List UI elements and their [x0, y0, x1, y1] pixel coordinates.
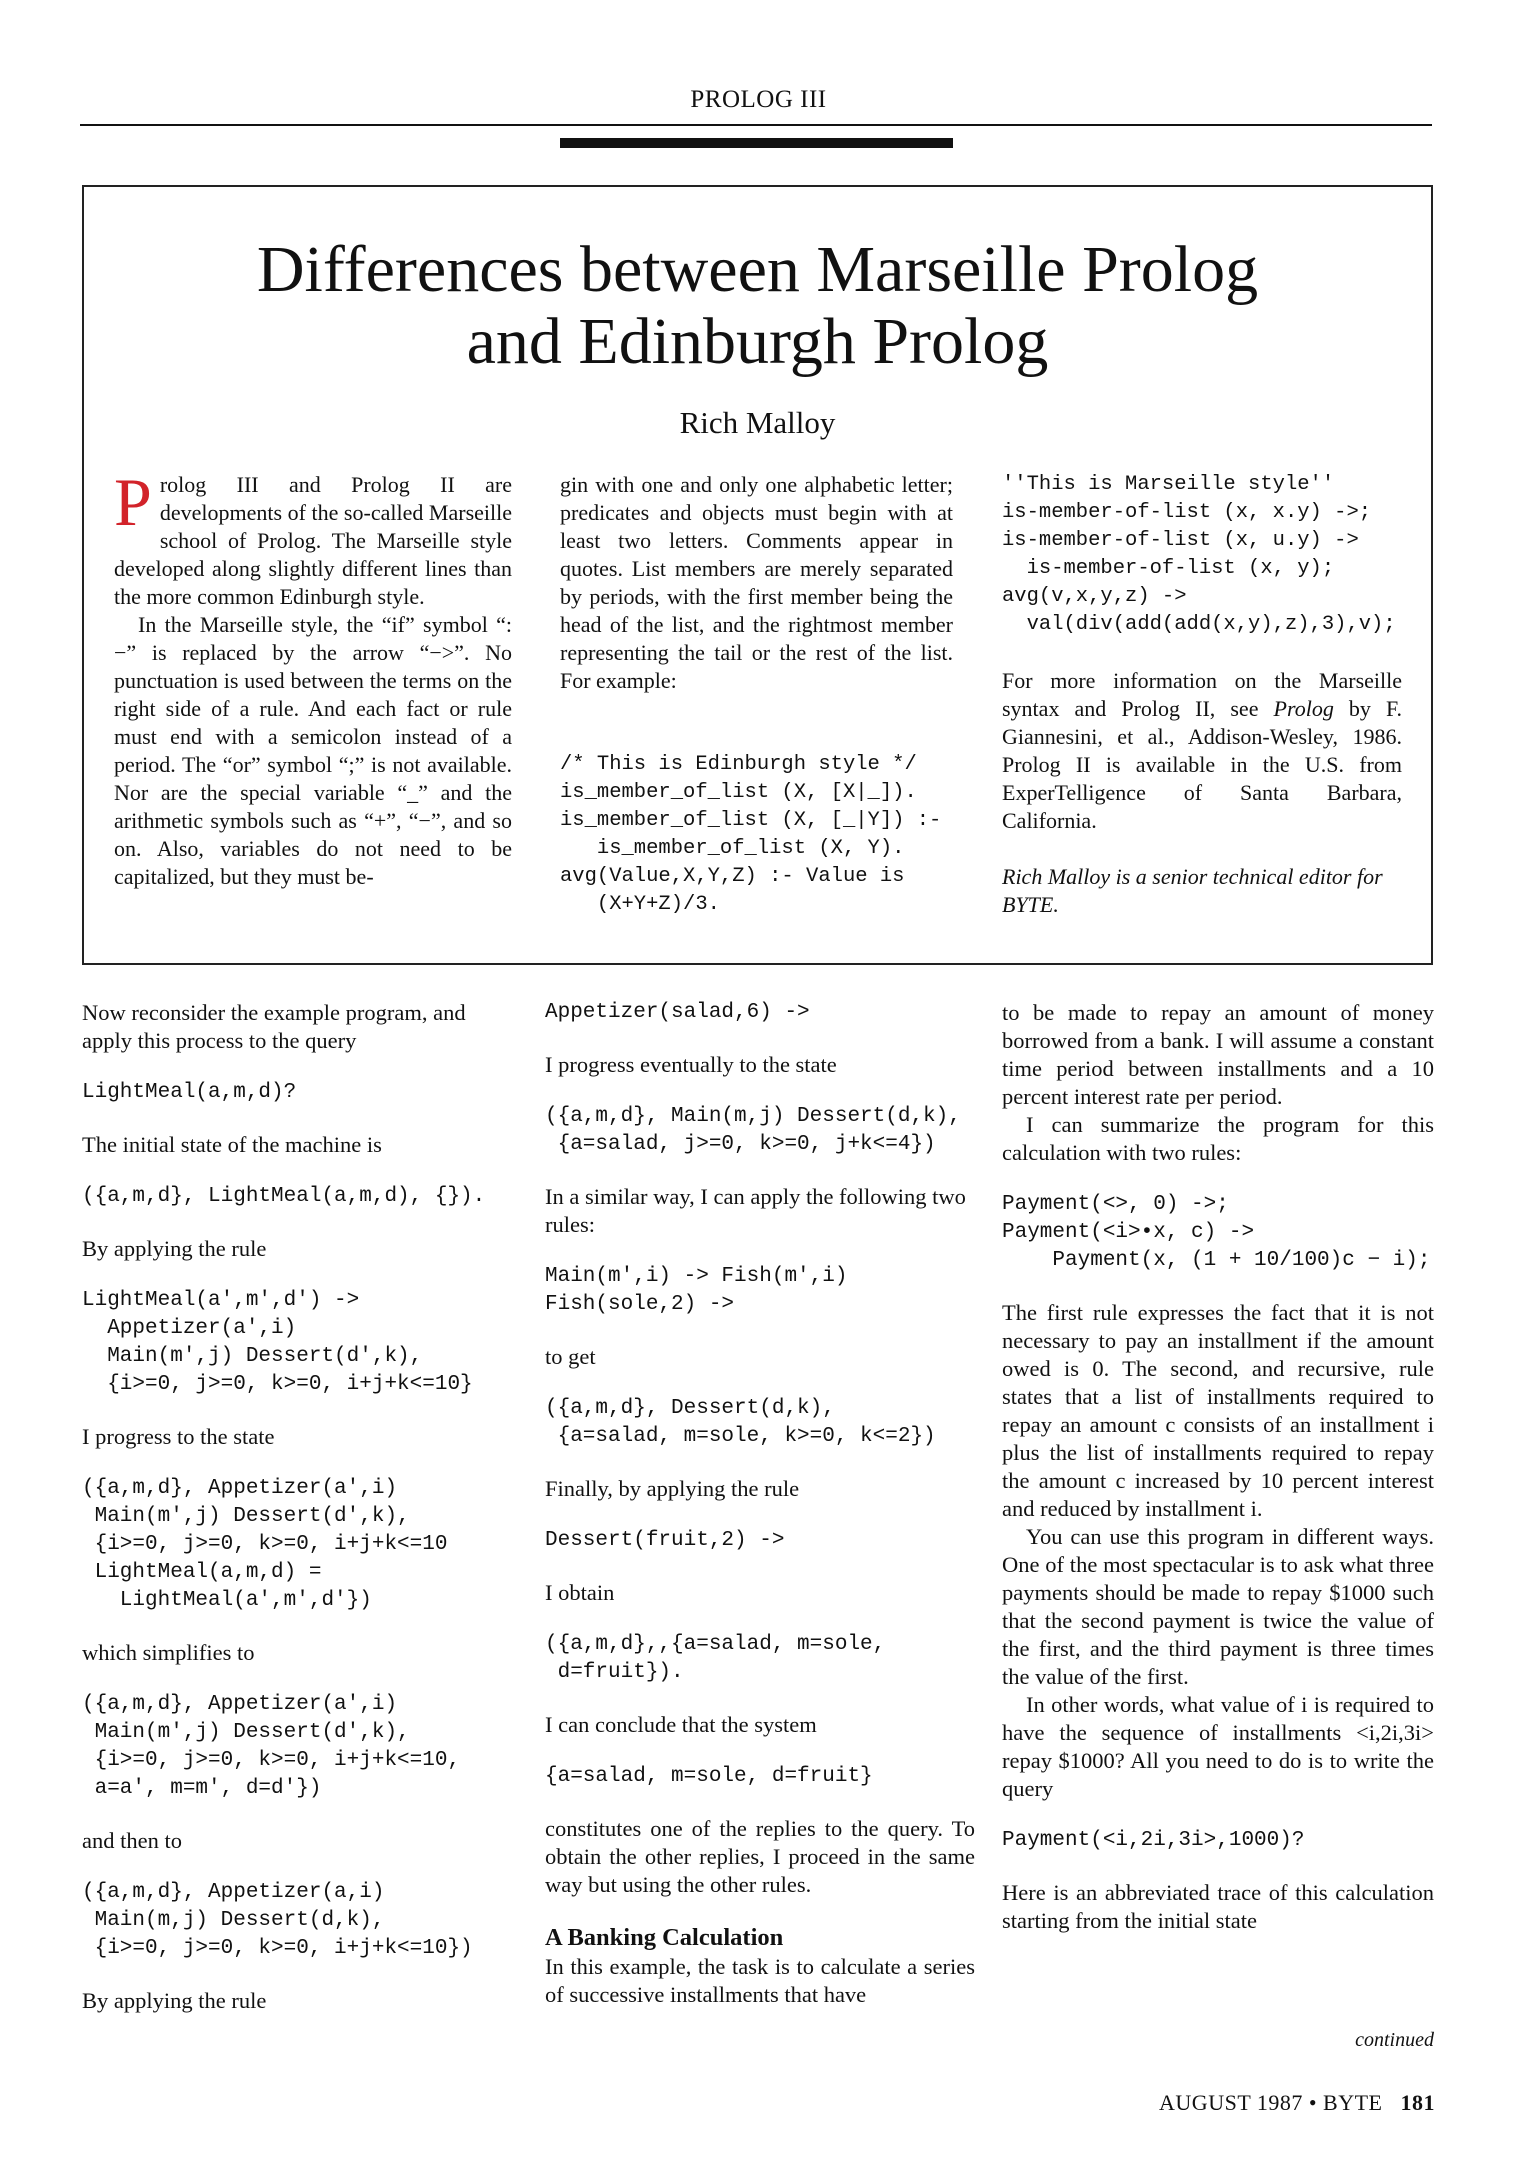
sidebar-title-line2: and Edinburgh Prolog — [466, 305, 1049, 378]
body-paragraph: I obtain — [545, 1580, 615, 1605]
code-query: Payment(<i,2i,3i>,1000)? — [1002, 1829, 1305, 1852]
body-paragraph: Now reconsider the example program, and apply this process to the query — [82, 1000, 466, 1053]
body-paragraph: I progress eventually to the state — [545, 1052, 837, 1077]
body-paragraph: Here is an abbreviated trace of this calculation starting from the initial state — [1002, 1880, 1434, 1933]
page-number: 181 — [1400, 2090, 1435, 2115]
sidebar-paragraph: In the Marseille style, the “if” symbol “:−” is replaced by the arrow “−>”. No punctuation is used between the terms on the right side of a rule. And each fact or rule must end with a semicolon instead of a period. The “or” symbol “;” is not available. Nor are the special variable “_” and the arithmetic symbols such as “+”, “−”, and so on. Also, variables do not need to be capitalized, but they must be- — [114, 612, 512, 889]
running-head: PROLOG III — [690, 86, 827, 113]
body-paragraph: By applying the rule — [82, 1236, 267, 1261]
body-paragraph: You can use this program in different ways. One of the most spectacular is to ask what three payments should be made to repay $1000 such that the second payment is twice the value of the first, and the third payment is three times the value of the first. — [1002, 1524, 1434, 1689]
body-column-3 — [1002, 999, 1434, 1935]
sidebar-paragraph-text: rolog III and Prolog II are developments of the so-called Marseille school of Prolog. The Marseille style developed along slightly different lines than the more common Edinburgh style. — [114, 472, 512, 609]
code-query: LightMeal(a,m,d)? — [82, 1081, 297, 1104]
marseille-code-block: ''This is Marseille style'' is-member-of-list (x, x.y) ->; is-member-of-list (x, u.y) -> is-member-of-list (x, y); avg(v,x,y,z) -> val(div(add(add(x,y),z),3),v); — [1002, 473, 1396, 636]
code-rule: LightMeal(a',m',d') -> Appetizer(a',i) Main(m',j) Dessert(d',k), {i>=0, j>=0, k>=0, i+j+k<=10} — [82, 1289, 473, 1396]
text: by F. Giannesini, et al., Addison-Wesley, 1986. Prolog II is available in the U.S. from ExperTelligence of Santa Barbara, California. — [1002, 696, 1402, 833]
body-paragraph: I progress to the state — [82, 1424, 275, 1449]
body-paragraph: In a similar way, I can apply the following two rules: — [545, 1184, 966, 1237]
sidebar-paragraph: gin with one and only one alphabetic letter; predicates and objects must begin with at least two letters. Comments appear in quotes. List members are merely separated by periods, with the first member being the head of the list, and the rightmost member representing the tail or the rest of the list. For example: — [560, 472, 953, 693]
sidebar-author: Rich Malloy — [679, 405, 836, 440]
body-paragraph: In other words, what value of i is required to have the sequence of installments <i,2i,3i> repay $1000? All you need to do is to write the query — [1002, 1692, 1434, 1801]
body-paragraph: I can conclude that the system — [545, 1712, 817, 1737]
text: For more information on the Marseille syntax and Prolog II, see — [1002, 668, 1402, 721]
body-paragraph: By applying the rule — [82, 1988, 267, 2013]
code-state: ({a,m,d}, Appetizer(a',i) Main(m',j) Dessert(d',k), {i>=0, j>=0, k>=0, i+j+k<=10, a=a', m=m', d=d'}) — [82, 1693, 461, 1800]
code-rules: Payment(<>, 0) ->; Payment(<i>•x, c) -> Payment(x, (1 + 10/100)c − i); — [1002, 1193, 1431, 1272]
drop-cap: P — [114, 464, 152, 540]
code-rule: Main(m',i) -> Fish(m',i) Fish(sole,2) -> — [545, 1265, 848, 1316]
sidebar-column-2 — [560, 471, 953, 919]
body-paragraph: and then to — [82, 1828, 182, 1853]
book-title: Prolog — [1273, 696, 1334, 721]
page-footer — [1159, 2090, 1435, 2116]
sidebar-paragraph — [114, 464, 512, 611]
body-paragraph: to get — [545, 1344, 596, 1369]
code-state: ({a,m,d}, Dessert(d,k), {a=salad, m=sole, k>=0, k<=2}) — [545, 1397, 936, 1448]
code-state: ({a,m,d}, Appetizer(a,i) Main(m,j) Dessert(d,k), {i>=0, j>=0, k>=0, i+j+k<=10}) — [82, 1881, 473, 1960]
body-paragraph: to be made to repay an amount of money borrowed from a bank. I will assume a constant time period between installments and a 10 percent interest rate per period. — [1002, 1000, 1434, 1109]
body-paragraph: Finally, by applying the rule — [545, 1476, 800, 1501]
body-paragraph: which simplifies to — [82, 1640, 255, 1665]
header-rule — [80, 124, 1432, 126]
code-state: ({a,m,d}, LightMeal(a,m,d), {}). — [82, 1185, 486, 1208]
body-paragraph: The first rule expresses the fact that it is not necessary to pay an installment if the amount owed is 0. The second, and recursive, rule states that a list of installments required to repay an amount c consists of an installment i plus the list of installments required to repay the amount c increased by 10 percent interest and reduced by installment i. — [1002, 1300, 1434, 1521]
header-bar — [560, 138, 953, 148]
author-bio: Rich Malloy is a senior technical editor for BYTE. — [1002, 864, 1383, 917]
sidebar-column-1 — [114, 464, 512, 891]
section-heading: A Banking Calculation — [545, 1924, 784, 1951]
body-column-2 — [545, 999, 975, 2009]
code-system: {a=salad, m=sole, d=fruit} — [545, 1765, 873, 1788]
code-state: ({a,m,d},,{a=salad, m=sole, d=fruit}). — [545, 1633, 886, 1684]
sidebar-title-line1: Differences between Marseille Prolog — [256, 233, 1259, 306]
sidebar-column-3 — [1002, 471, 1402, 919]
body-paragraph: In this example, the task is to calculate a series of successive installments that have — [545, 1954, 975, 2007]
body-paragraph: I can summarize the program for this calculation with two rules: — [1002, 1112, 1434, 1165]
code-rule: Appetizer(salad,6) -> — [545, 1001, 810, 1024]
footer-issue: AUGUST 1987 • BYTE — [1159, 2090, 1383, 2115]
edinburgh-code-block: /* This is Edinburgh style */ is_member_of_list (X, [X|_]). is_member_of_list (X, [_|Y]) :- is_member_of_list (X, Y). avg(Value,X,Y,Z) :- Value is (X+Y+Z)/3. — [560, 753, 942, 916]
body-paragraph: constitutes one of the replies to the query. To obtain the other replies, I proceed in the same way but using the other rules. — [545, 1816, 975, 1897]
sidebar-paragraph — [1002, 667, 1402, 835]
body-paragraph: The initial state of the machine is — [82, 1132, 382, 1157]
code-state: ({a,m,d}, Appetizer(a',i) Main(m',j) Dessert(d',k), {i>=0, j>=0, k>=0, i+j+k<=10 LightMeal(a,m,d) = LightMeal(a',m',d'}) — [82, 1477, 448, 1612]
code-rule: Dessert(fruit,2) -> — [545, 1529, 785, 1552]
body-column-1 — [82, 999, 492, 2015]
continued-label: continued — [1355, 2029, 1434, 2051]
sidebar-title — [82, 234, 1433, 378]
code-state: ({a,m,d}, Main(m,j) Dessert(d,k), {a=salad, j>=0, k>=0, j+k<=4}) — [545, 1105, 961, 1156]
